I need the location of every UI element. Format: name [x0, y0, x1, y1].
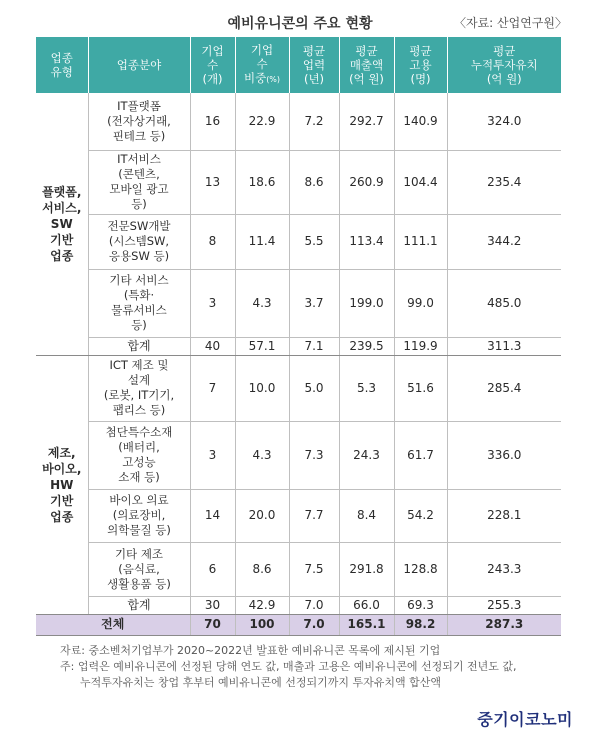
count-cell: 40	[190, 337, 235, 355]
sales-cell: 260.9	[339, 150, 394, 214]
field-cell: ICT 제조 및 설계 (로봇, IT기기, 팹리스 등)	[88, 355, 190, 421]
header-ratio-word: 비중	[243, 71, 267, 85]
count-cell: 8	[190, 214, 235, 269]
ratio-cell: 10.0	[235, 355, 289, 421]
invest-cell: 287.3	[447, 614, 561, 635]
group-type-manufacturing: 제조, 바이오, HW 기반 업종	[36, 355, 88, 614]
count-cell: 6	[190, 542, 235, 596]
header-row	[36, 37, 561, 93]
age-cell: 3.7	[289, 269, 339, 337]
table-row	[36, 355, 561, 421]
ratio-cell: 42.9	[235, 596, 289, 614]
age-cell: 7.0	[289, 596, 339, 614]
sales-cell: 113.4	[339, 214, 394, 269]
count-cell: 16	[190, 93, 235, 150]
header-ratio-sub	[237, 71, 288, 87]
field-cell: 기타 서비스 (특화· 물류서비스 등)	[88, 269, 190, 337]
total-label: 전체	[36, 614, 190, 635]
count-cell: 13	[190, 150, 235, 214]
header-ratio-label: 기업 수	[250, 43, 274, 71]
header-sales: 평균 매출액 (억 원)	[339, 37, 394, 93]
table-title: 예비유니콘의 주요 현황	[227, 16, 373, 32]
invest-cell: 228.1	[447, 489, 561, 542]
header-ratio-unit: (%)	[266, 75, 281, 84]
invest-cell: 324.0	[447, 93, 561, 150]
sales-cell: 165.1	[339, 614, 394, 635]
header-count: 기업 수 (개)	[190, 37, 235, 93]
field-cell: 기타 제조 (음식료, 생활용품 등)	[88, 542, 190, 596]
sales-cell: 66.0	[339, 596, 394, 614]
age-cell: 7.1	[289, 337, 339, 355]
footnotes	[60, 643, 580, 691]
sales-cell: 8.4	[339, 489, 394, 542]
ratio-cell: 18.6	[235, 150, 289, 214]
field-cell: 첨단특수소재 (배터리, 고성능 소재 등)	[88, 421, 190, 489]
definition-note: 주: 업력은 예비유니콘에 선정된 당해 연도 값, 매출과 고용은 예비유니콘에 선정되기 전년도 값,	[60, 660, 517, 673]
ratio-cell: 22.9	[235, 93, 289, 150]
subtotal-row	[36, 337, 561, 355]
invest-cell: 255.3	[447, 596, 561, 614]
subtotal-label: 합계	[88, 596, 190, 614]
employ-cell: 140.9	[394, 93, 447, 150]
age-cell: 7.7	[289, 489, 339, 542]
source-note: 자료: 중소벤처기업부가 2020~2022년 발표한 예비유니콘 목록에 제시된 기업	[60, 644, 441, 657]
employ-cell: 69.3	[394, 596, 447, 614]
ratio-cell: 8.6	[235, 542, 289, 596]
age-cell: 5.0	[289, 355, 339, 421]
sales-cell: 239.5	[339, 337, 394, 355]
invest-cell: 311.3	[447, 337, 561, 355]
invest-cell: 344.2	[447, 214, 561, 269]
ratio-cell: 11.4	[235, 214, 289, 269]
employ-cell: 111.1	[394, 214, 447, 269]
invest-cell: 285.4	[447, 355, 561, 421]
invest-cell: 235.4	[447, 150, 561, 214]
total-row	[36, 614, 561, 635]
age-cell: 7.5	[289, 542, 339, 596]
subtotal-label: 합계	[88, 337, 190, 355]
sales-cell: 5.3	[339, 355, 394, 421]
field-cell: IT서비스 (콘텐츠, 모바일 광고 등)	[88, 150, 190, 214]
employ-cell: 128.8	[394, 542, 447, 596]
age-cell: 7.0	[289, 614, 339, 635]
count-cell: 30	[190, 596, 235, 614]
field-cell: 바이오 의료 (의료장비, 의학물질 등)	[88, 489, 190, 542]
header-age: 평균 업력 (년)	[289, 37, 339, 93]
employ-cell: 54.2	[394, 489, 447, 542]
sales-cell: 24.3	[339, 421, 394, 489]
age-cell: 8.6	[289, 150, 339, 214]
age-cell: 7.2	[289, 93, 339, 150]
employ-cell: 99.0	[394, 269, 447, 337]
source-label: 〈자료: 산업연구원〉	[453, 16, 567, 30]
header-invest: 평균 누적투자유치 (억 원)	[447, 37, 561, 93]
header-type: 업종 유형	[36, 37, 88, 93]
invest-cell: 485.0	[447, 269, 561, 337]
header-employ: 평균 고용 (명)	[394, 37, 447, 93]
header-field: 업종분야	[88, 37, 190, 93]
sales-cell: 292.7	[339, 93, 394, 150]
employ-cell: 119.9	[394, 337, 447, 355]
table-row	[36, 150, 561, 214]
table-row	[36, 542, 561, 596]
publisher-logo: 중기이코노미	[477, 710, 573, 729]
table-row	[36, 269, 561, 337]
table-row	[36, 421, 561, 489]
definition-note-continued: 누적투자유치는 창업 후부터 예비유니콘에 선정되기까지 투자유치액 합산액	[80, 676, 442, 689]
count-cell: 14	[190, 489, 235, 542]
field-cell: 전문SW개발 (시스템SW, 응용SW 등)	[88, 214, 190, 269]
sales-cell: 199.0	[339, 269, 394, 337]
count-cell: 3	[190, 269, 235, 337]
employ-cell: 104.4	[394, 150, 447, 214]
table-row	[36, 93, 561, 150]
header-ratio	[235, 37, 289, 93]
employ-cell: 98.2	[394, 614, 447, 635]
ratio-cell: 20.0	[235, 489, 289, 542]
age-cell: 5.5	[289, 214, 339, 269]
age-cell: 7.3	[289, 421, 339, 489]
count-cell: 70	[190, 614, 235, 635]
ratio-cell: 4.3	[235, 269, 289, 337]
field-cell: IT플랫폼 (전자상거래, 핀테크 등)	[88, 93, 190, 150]
invest-cell: 336.0	[447, 421, 561, 489]
ratio-cell: 100	[235, 614, 289, 635]
employ-cell: 61.7	[394, 421, 447, 489]
sales-cell: 291.8	[339, 542, 394, 596]
ratio-cell: 4.3	[235, 421, 289, 489]
invest-cell: 243.3	[447, 542, 561, 596]
count-cell: 3	[190, 421, 235, 489]
group-type-platform: 플랫폼, 서비스, SW 기반 업종	[36, 93, 88, 355]
table-row	[36, 214, 561, 269]
employ-cell: 51.6	[394, 355, 447, 421]
subtotal-row	[36, 596, 561, 614]
unicorn-status-table	[36, 37, 561, 636]
table-row	[36, 489, 561, 542]
ratio-cell: 57.1	[235, 337, 289, 355]
count-cell: 7	[190, 355, 235, 421]
